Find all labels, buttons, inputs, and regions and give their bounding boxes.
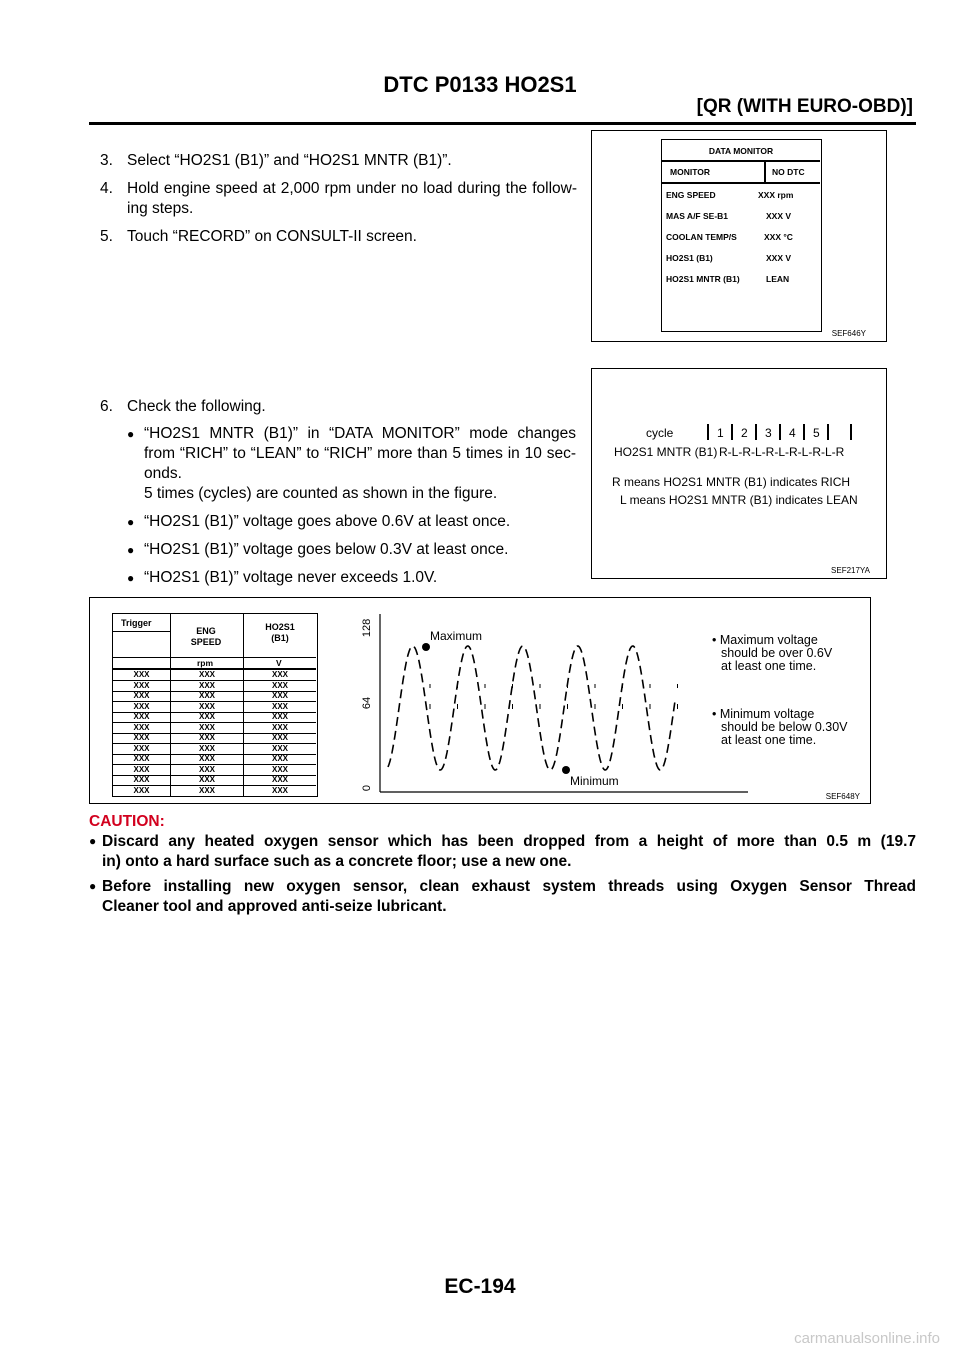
table-cell: XXX bbox=[198, 712, 215, 721]
monitor-row-label: COOLAN TEMP/S bbox=[666, 232, 737, 242]
bullet-icon: ● bbox=[127, 515, 135, 529]
table-cell: XXX bbox=[271, 701, 288, 711]
data-monitor-screen bbox=[661, 139, 822, 332]
caution-label: CAUTION: bbox=[89, 813, 165, 830]
note-line: should be below 0.30V bbox=[721, 720, 848, 734]
monitor-row-label: HO2S1 MNTR (B1) bbox=[666, 274, 740, 284]
figure-id: SEF217YA bbox=[831, 566, 870, 575]
waveform-figure bbox=[89, 597, 871, 804]
sequence-value: R-L-R-L-R-L-R-L-R-L-R bbox=[719, 445, 845, 459]
step-number: 6. bbox=[100, 398, 113, 415]
table-cell: XXX bbox=[133, 670, 150, 679]
minimum-point bbox=[562, 766, 570, 774]
table-cell: XXX bbox=[198, 722, 215, 732]
table-cell: XXX bbox=[133, 743, 150, 753]
check-item-text: “HO2S1 (B1)” voltage never exceeds 1.0V. bbox=[144, 569, 438, 586]
table-cell: XXX bbox=[271, 754, 288, 763]
figure-id: SEF646Y bbox=[831, 329, 866, 338]
table-cell: XXX bbox=[133, 733, 150, 742]
step-number: 4. bbox=[100, 180, 113, 197]
monitor-row-value: XXX rpm bbox=[758, 190, 794, 200]
watermark: carmanualsonline.info bbox=[794, 1330, 940, 1347]
table-cell: XXX bbox=[271, 743, 288, 753]
table-cell: XXX bbox=[198, 691, 215, 700]
table-cell: XXX bbox=[271, 691, 288, 700]
note-minimum bbox=[712, 708, 847, 747]
step-text: ing steps. bbox=[127, 200, 194, 217]
table-cell: XXX bbox=[271, 722, 288, 732]
monitor-row-label: MAS A/F SE-B1 bbox=[666, 211, 729, 221]
step-text: Select “HO2S1 (B1)” and “HO2S1 MNTR (B1)”. bbox=[127, 152, 452, 169]
step-number: 5. bbox=[100, 228, 113, 245]
caution-text: Before installing new oxygen sensor, clean exhaust system threads using Oxygen Sensor Thread bbox=[102, 878, 916, 895]
check-item-text: “HO2S1 (B1)” voltage goes above 0.6V at least once. bbox=[144, 513, 511, 530]
sequence-label: HO2S1 MNTR (B1) bbox=[614, 445, 718, 459]
table-cell: XXX bbox=[198, 743, 215, 753]
cycle-separator bbox=[827, 424, 829, 440]
screen-title: DATA MONITOR bbox=[708, 146, 774, 156]
minimum-label: Minimum bbox=[570, 774, 619, 788]
table-header-trigger: Trigger bbox=[121, 618, 152, 628]
bullet-icon: ● bbox=[89, 834, 97, 848]
table-cell: XXX bbox=[133, 701, 150, 711]
table-header-eng-speed bbox=[171, 626, 241, 648]
table-cell: XXX bbox=[271, 712, 288, 721]
maximum-point bbox=[422, 643, 430, 651]
table-cell: XXX bbox=[198, 670, 215, 679]
note-line: • Maximum voltage bbox=[712, 633, 818, 647]
table-cell: XXX bbox=[133, 754, 150, 763]
monitor-row-label: HO2S1 (B1) bbox=[666, 253, 713, 263]
table-cell: XXX bbox=[271, 764, 288, 774]
maximum-label: Maximum bbox=[430, 629, 483, 643]
table-cell: XXX bbox=[198, 764, 215, 774]
table-cell: XXX bbox=[133, 712, 150, 721]
divider bbox=[113, 631, 170, 632]
table-cell: XXX bbox=[133, 691, 150, 700]
column-header-monitor: MONITOR bbox=[670, 167, 710, 177]
check-item-text: 5 times (cycles) are counted as shown in the figure. bbox=[144, 485, 498, 502]
cycle-figure bbox=[591, 368, 887, 579]
step-text: Hold engine speed at 2,000 rpm under no load during the follow- bbox=[127, 180, 577, 197]
cycle-number: 4 bbox=[789, 426, 796, 440]
table-cell: XXX bbox=[198, 680, 215, 690]
y-tick-label: 128 bbox=[361, 618, 373, 638]
cycle-number: 3 bbox=[765, 426, 772, 440]
table-cell: XXX bbox=[271, 785, 288, 795]
table-cell: XXX bbox=[198, 785, 215, 795]
table-cell: XXX bbox=[133, 785, 150, 795]
unit-rpm: rpm bbox=[197, 658, 214, 668]
note-line: • Minimum voltage bbox=[712, 707, 815, 721]
divider bbox=[764, 160, 766, 183]
bullet-icon: ● bbox=[127, 543, 135, 557]
cycle-separator bbox=[707, 424, 709, 440]
step-text: Touch “RECORD” on CONSULT-II screen. bbox=[127, 228, 417, 245]
caution-text: in) onto a hard surface such as a concrete floor; use a new one. bbox=[102, 853, 572, 870]
cycle-separator bbox=[755, 424, 757, 440]
bullet-icon: ● bbox=[89, 879, 97, 893]
page-subtitle: [QR (WITH EURO-OBD)] bbox=[696, 96, 913, 117]
check-item-text: onds. bbox=[144, 465, 182, 482]
divider bbox=[113, 657, 316, 658]
check-item-text: “HO2S1 (B1)” voltage goes below 0.3V at least once. bbox=[144, 541, 509, 558]
trigger-table bbox=[112, 613, 318, 797]
bullet-icon: ● bbox=[127, 571, 135, 585]
figure-id: SEF648Y bbox=[825, 792, 860, 801]
cycle-number: 1 bbox=[717, 426, 724, 440]
table-cell: XXX bbox=[133, 775, 150, 784]
check-item-text: from “RICH” to “LEAN” to “RICH” more than 5 times in 10 sec- bbox=[144, 445, 576, 462]
cycle-label: cycle bbox=[646, 426, 674, 440]
table-cell: XXX bbox=[198, 701, 215, 711]
table-cell: XXX bbox=[198, 775, 215, 784]
unit-volt: V bbox=[276, 658, 282, 668]
caution-text: Cleaner tool and approved anti-seize lubricant. bbox=[102, 898, 447, 915]
table-cell: XXX bbox=[198, 733, 215, 742]
cycle-separator bbox=[779, 424, 781, 440]
divider bbox=[662, 160, 820, 162]
cycle-number: 5 bbox=[813, 426, 820, 440]
monitor-row-value: LEAN bbox=[766, 274, 790, 284]
y-tick-label: 0 bbox=[361, 784, 373, 792]
caution-text: Discard any heated oxygen sensor which has been dropped from a height of more than 0.5 m (19.7 bbox=[102, 833, 916, 850]
table-cell: XXX bbox=[133, 722, 150, 732]
legend-rich: R means HO2S1 MNTR (B1) indicates RICH bbox=[612, 475, 851, 489]
header-line: SPEED bbox=[190, 637, 222, 647]
table-header-ho2s1 bbox=[243, 622, 317, 644]
cycle-separator bbox=[850, 424, 852, 440]
table-cell: XXX bbox=[198, 754, 215, 763]
monitor-row-label: ENG SPEED bbox=[666, 190, 716, 200]
table-cell: XXX bbox=[133, 764, 150, 774]
cycle-separator bbox=[803, 424, 805, 440]
note-line: should be over 0.6V bbox=[721, 646, 833, 660]
check-item-text: “HO2S1 MNTR (B1)” in “DATA MONITOR” mode changes bbox=[144, 425, 576, 442]
y-tick-label: 64 bbox=[361, 696, 373, 710]
monitor-row-value: XXX °C bbox=[764, 232, 793, 242]
table-cell: XXX bbox=[271, 733, 288, 742]
header-rule bbox=[89, 122, 916, 125]
table-cell: XXX bbox=[133, 680, 150, 690]
monitor-row-value: XXX V bbox=[766, 253, 792, 263]
waveform-line bbox=[388, 646, 675, 770]
cycle-separator bbox=[731, 424, 733, 440]
divider bbox=[662, 182, 820, 184]
cycle-number: 2 bbox=[741, 426, 748, 440]
step-number: 3. bbox=[100, 152, 113, 169]
table-cell: XXX bbox=[271, 775, 288, 784]
monitor-row-value: XXX V bbox=[766, 211, 792, 221]
step-text: Check the following. bbox=[127, 398, 266, 415]
header-line: HO2S1 bbox=[265, 622, 295, 632]
note-maximum bbox=[712, 634, 832, 673]
page-number: EC-194 bbox=[444, 1275, 516, 1298]
header-line: (B1) bbox=[271, 633, 289, 643]
table-cell: XXX bbox=[271, 670, 288, 679]
column-header-no-dtc: NO DTC bbox=[772, 167, 805, 177]
data-monitor-figure bbox=[591, 130, 887, 342]
page-title: DTC P0133 HO2S1 bbox=[383, 72, 577, 97]
note-line: at least one time. bbox=[721, 659, 817, 673]
note-line: at least one time. bbox=[721, 733, 817, 747]
table-cell: XXX bbox=[271, 680, 288, 690]
legend-lean: L means HO2S1 MNTR (B1) indicates LEAN bbox=[620, 493, 858, 507]
bullet-icon: ● bbox=[127, 427, 135, 441]
header-line: ENG bbox=[196, 626, 216, 636]
